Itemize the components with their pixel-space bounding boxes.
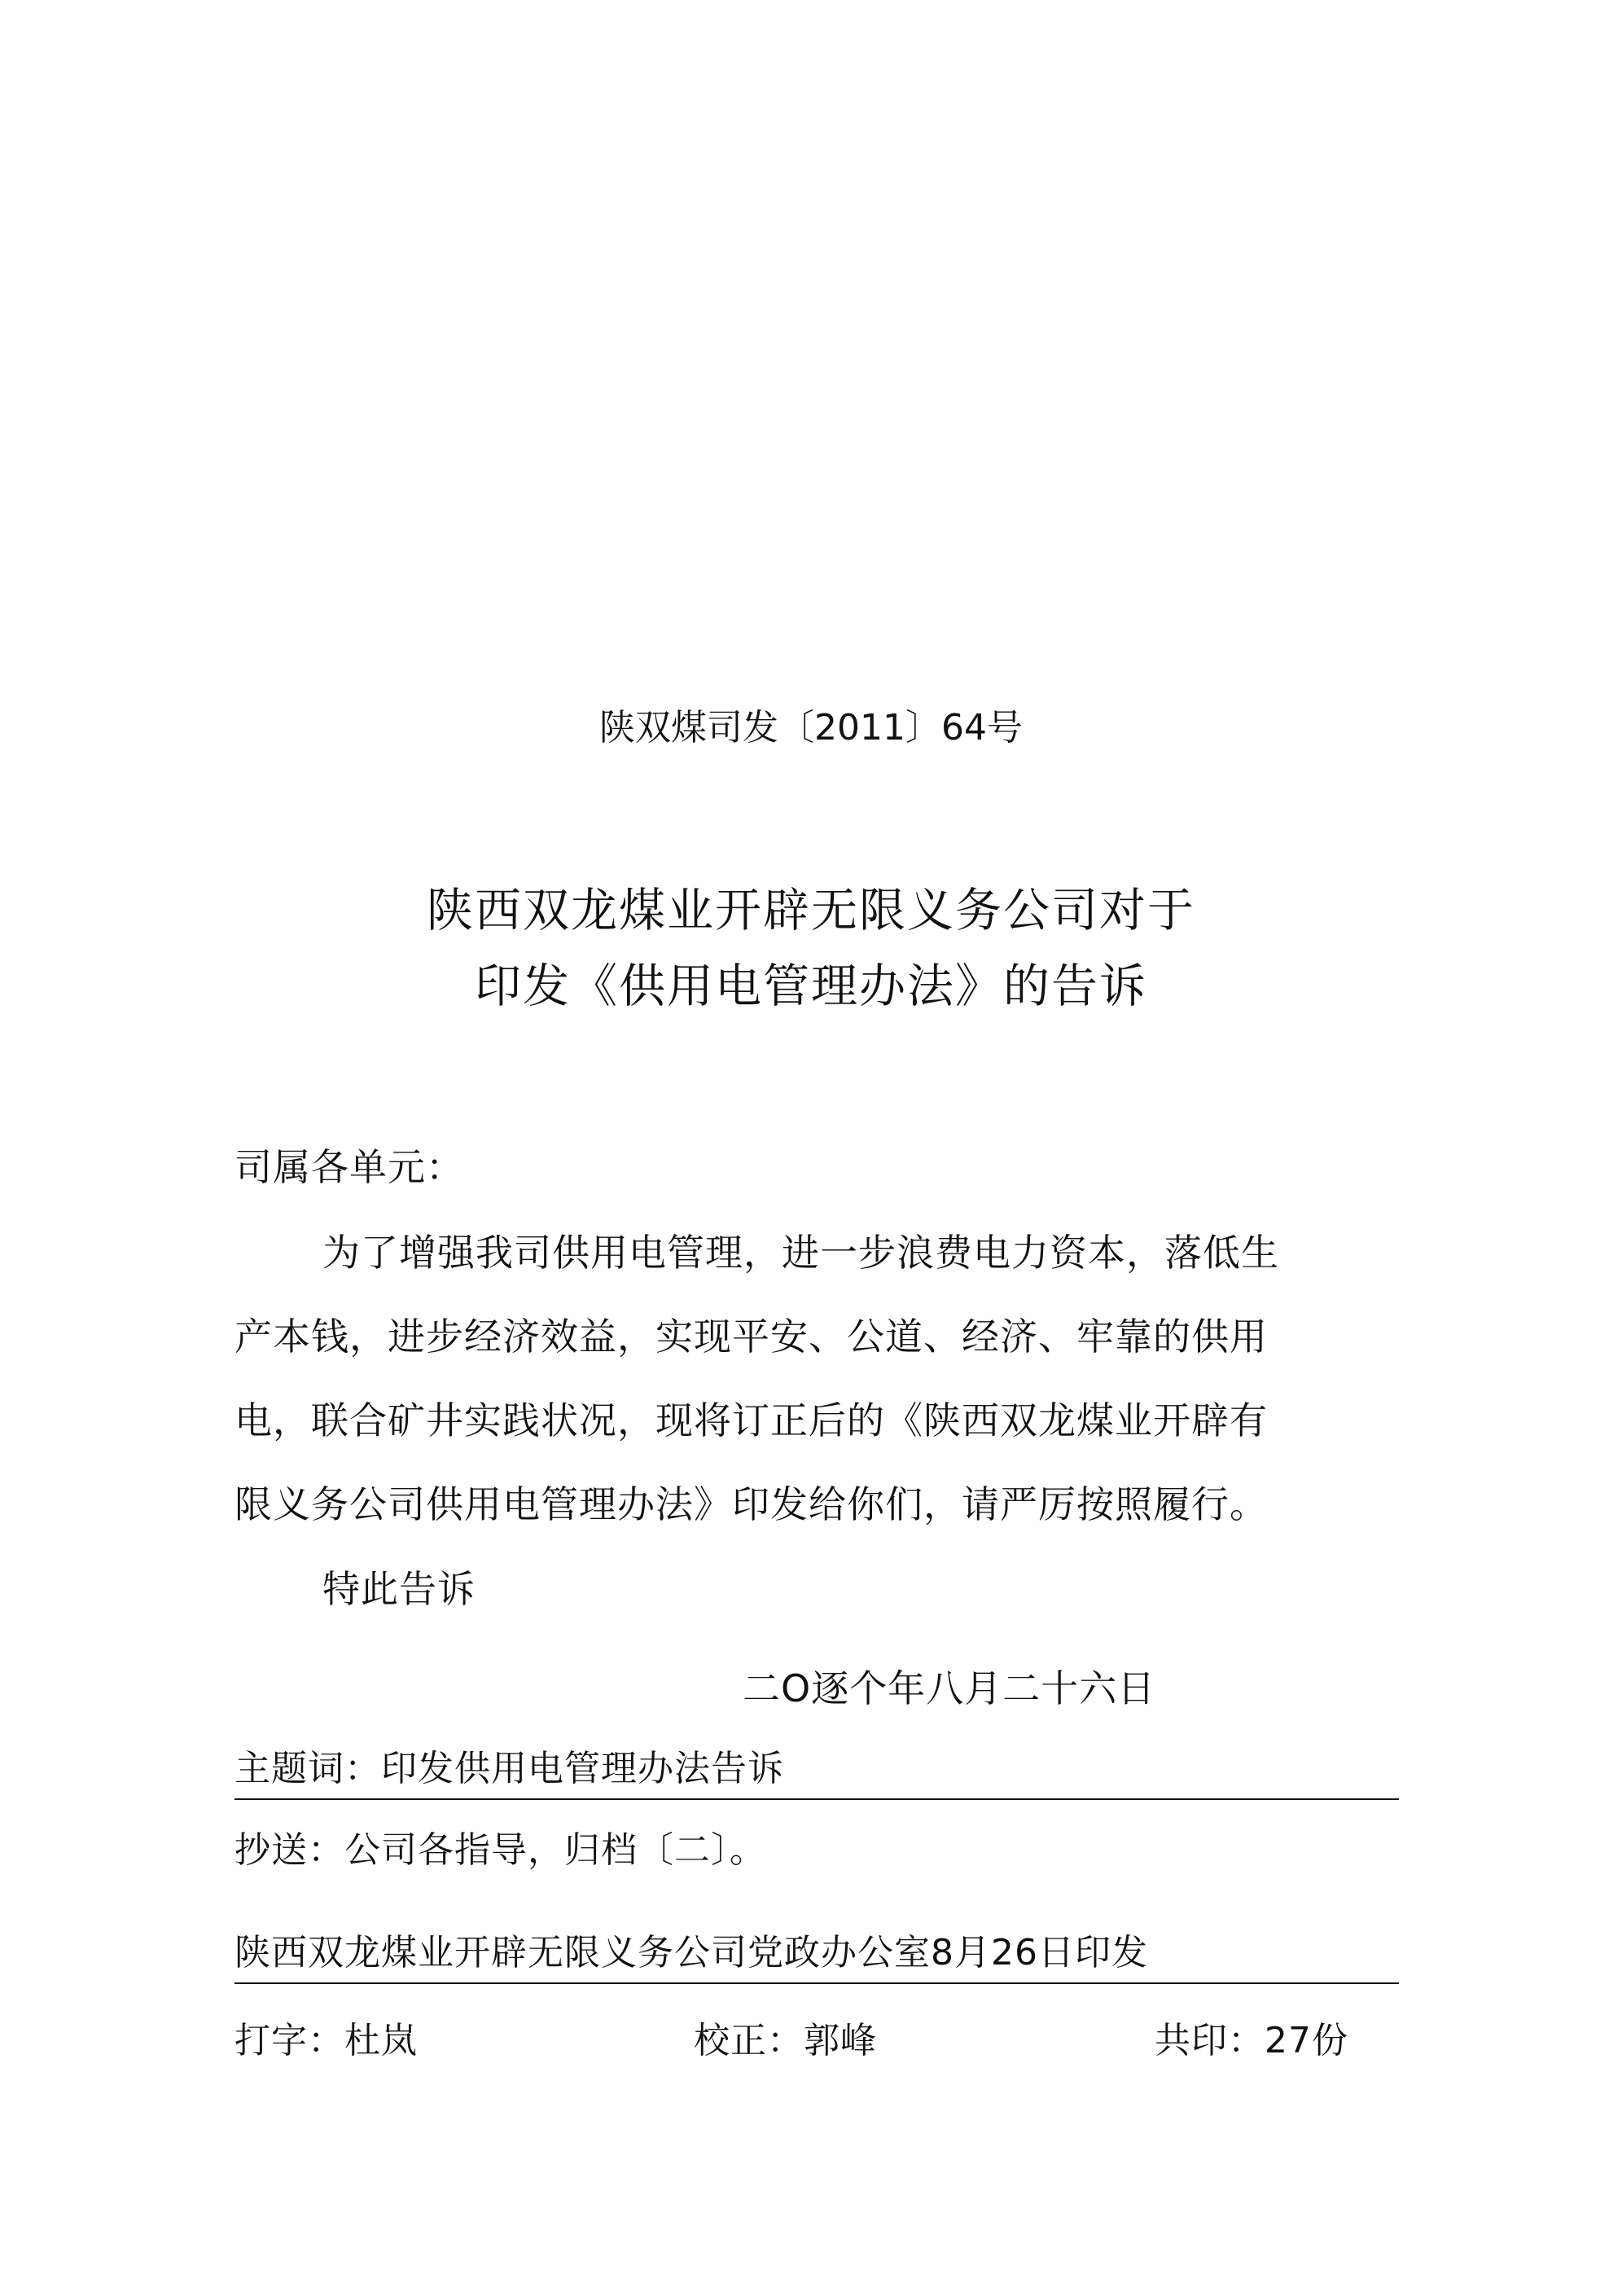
issuing-office: 陕西双龙煤业开辟无限义务公司党政办公室8月26日印发 (235, 1932, 1148, 1973)
issue-date: 二O逐个年八月二十六日 (743, 1666, 1156, 1710)
body-line-3: 电，联合矿井实践状况，现将订正后的《陕西双龙煤业开辟有 (235, 1398, 1268, 1442)
body-line-4: 限义务公司供用电管理办法》印发给你们，请严厉按照履行。 (235, 1482, 1268, 1526)
divider-rule (235, 1982, 1399, 1984)
closing-phrase: 特此告诉 (322, 1567, 476, 1611)
body-line-2: 产本钱，进步经济效益，实现平安、公道、经济、牢靠的供用 (235, 1315, 1268, 1359)
salutation: 司属各单元： (235, 1145, 464, 1189)
document-title-line-2: 印发《供用电管理办法》的告诉 (475, 959, 1147, 1013)
document-title-line-1: 陕西双龙煤业开辟无限义务公司对于 (427, 884, 1195, 937)
body-line-1: 为了增强我司供用电管理，进一步浪费电力资本，落低生 (322, 1231, 1279, 1275)
copy-count: 共印：27份 (1155, 2020, 1348, 2061)
typist: 打字：杜岚 (235, 2020, 418, 2061)
divider-rule (235, 1798, 1399, 1800)
cc-recipients: 抄送：公司各指导，归档〔二〕。 (235, 1829, 766, 1871)
document-number: 陕双煤司发〔2011〕64号 (599, 707, 1023, 749)
proofreader: 校正：郭峰 (694, 2020, 877, 2061)
subject-keywords: 主题词：印发供用电管理办法告诉 (235, 1748, 784, 1789)
